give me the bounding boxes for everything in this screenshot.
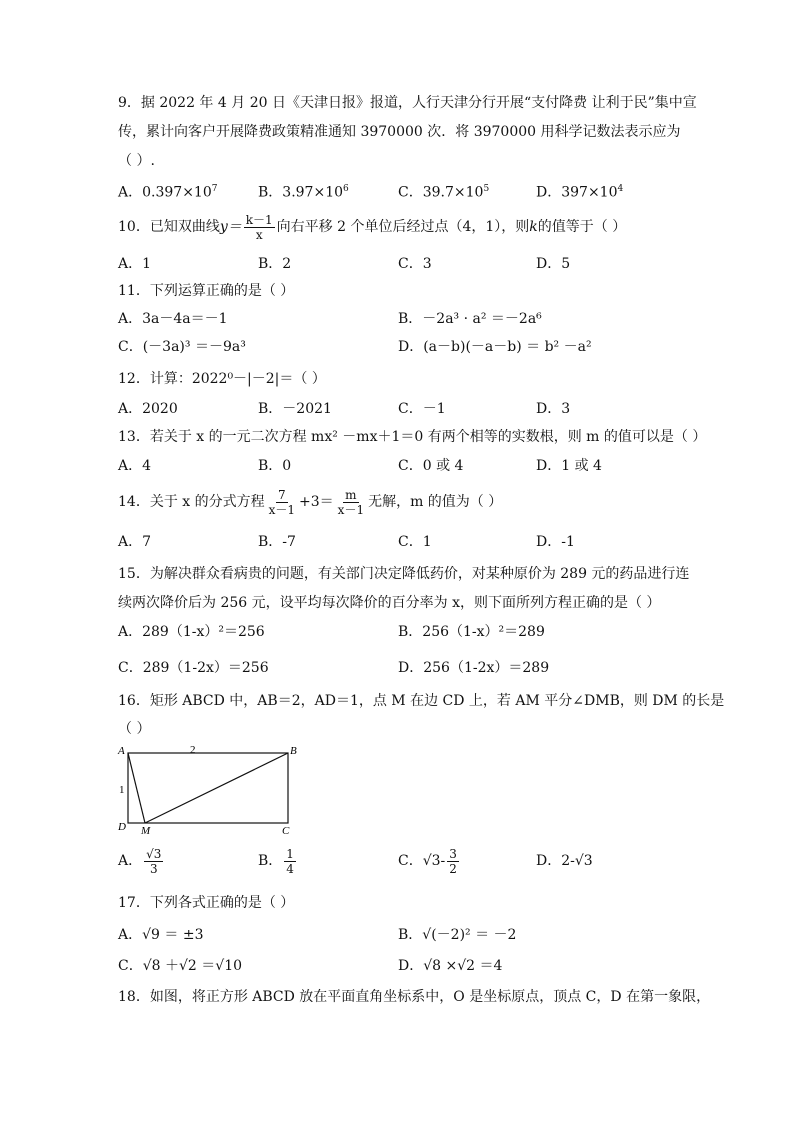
q10-option-c: C．3 xyxy=(398,256,432,272)
q13-option-b: B．0 xyxy=(258,458,292,474)
label-c: C xyxy=(282,825,290,836)
q10-option-d: D．5 xyxy=(536,256,571,272)
q9-option-d: D．$397\times 10^4$ xyxy=(536,184,624,201)
q17-stem: 17．下列各式正确的是（ ） xyxy=(118,895,295,911)
q14-option-b: B．-7 xyxy=(258,534,296,550)
q10-option-b: B．2 xyxy=(258,256,292,272)
q17-option-b: B．√(－2)² ＝ －2 xyxy=(398,927,517,943)
q15-line1: 15．为解决群众看病贵的问题，有关部门决定降低药价，对某种原价为 289 元的药品进行连 xyxy=(118,566,690,582)
q10-stem: 10．已知双曲线y＝ $\frac{k-1}{x}$ 向右平移 2 个单位后经过点（4，1），则k的值等于（ ） xyxy=(118,212,627,242)
q10-option-a: A．1 xyxy=(118,256,152,272)
segment-mb xyxy=(145,753,288,823)
q15-option-d: D．256（1-2x）＝289 xyxy=(398,660,550,676)
q12-stem: 12．计算：2022⁰－|－2|＝（ ） xyxy=(118,371,326,387)
q11-option-c: C．(－3a)³ ＝－9a³ xyxy=(118,339,246,355)
q16-option-d: D．2-√3 xyxy=(536,853,593,869)
q9-line2: 传，累计向客户开展降费政策精准通知 3970000 次．将 3970000 用科学记数法表示应为 xyxy=(118,124,681,140)
q9-line1: 9．据 2022 年 4 月 20 日《天津日报》报道，人行天津分行开展“支付降费 让利于民”集中宣 xyxy=(118,95,697,111)
q9-option-b: B．$3.97\times 10^6$ xyxy=(258,184,349,201)
q14-option-d: D．-1 xyxy=(536,534,575,550)
q11-stem: 11．下列运算正确的是（ ） xyxy=(118,283,295,299)
q16-option-a: A． $\frac{√3}{3}$ xyxy=(118,846,162,876)
label-b: B xyxy=(290,745,297,757)
q14-option-a: A．7 xyxy=(118,534,152,550)
q15-option-c: C．289（1-2x）＝256 xyxy=(118,660,269,676)
q12-option-d: D．3 xyxy=(536,401,571,417)
q12-option-a: A．2020 xyxy=(118,401,178,417)
q9-option-c: C．$39.7\times 10^5$ xyxy=(398,184,490,201)
q13-option-d: D．1 或 4 xyxy=(536,458,602,474)
q18-line1: 18．如图，将正方形 ABCD 放在平面直角坐标系中，O 是坐标原点，顶点 C，D 在第一象限， xyxy=(118,989,711,1005)
q13-option-c: C．0 或 4 xyxy=(398,458,464,474)
q15-option-b: B．256（1-x）²＝289 xyxy=(398,624,545,640)
q11-option-d: D．(a－b)(－a－b) ＝ b² －a² xyxy=(398,339,592,355)
q17-option-c: C．√8 ＋√2 ＝√10 xyxy=(118,958,243,974)
segment-am xyxy=(128,753,145,823)
q12-option-b: B．－2021 xyxy=(258,401,332,417)
label-a: A xyxy=(118,745,125,757)
q16-option-c: C．√3- $\frac{3}{2}$ xyxy=(398,846,457,876)
q10-fraction: $\frac{k-1}{x}$ xyxy=(245,212,273,242)
q16-line2: （ ） xyxy=(118,721,151,737)
q14-stem: 14．关于 x 的分式方程 $\frac{7}{x-1}$ +3＝ $\frac{m}{x-1}$ 无解，m 的值为（ ） xyxy=(118,487,503,517)
q14-fraction-1: $\frac{7}{x-1}$ xyxy=(268,487,296,517)
label-left-length: 1 xyxy=(119,784,125,796)
q11-option-b: B．－2a³ · a² ＝－2a⁶ xyxy=(398,311,542,327)
label-d: D xyxy=(118,821,126,833)
q16-rectangle-figure xyxy=(114,742,304,836)
q9-line3: （ ）. xyxy=(118,153,155,169)
rect-abcd xyxy=(128,753,288,823)
q16-line1: 16．矩形 ABCD 中，AB＝2，AD＝1，点 M 在边 CD 上，若 AM 平分∠DMB，则 DM 的长是 xyxy=(118,693,725,709)
label-top-length: 2 xyxy=(190,744,196,756)
label-m: M xyxy=(141,825,151,836)
q17-option-d: D．√8 ×√2 ＝4 xyxy=(398,958,503,974)
q17-option-a: A．√9 ＝ ±3 xyxy=(118,927,204,943)
q13-stem: 13．若关于 x 的一元二次方程 mx² －mx＋1＝0 有两个相等的实数根，则 m 的值可以是（ ） xyxy=(118,429,707,445)
q12-option-c: C．－1 xyxy=(398,401,446,417)
q16-option-b: B． $\frac{1}{4}$ xyxy=(258,846,294,876)
q14-fraction-2: $\frac{m}{x-1}$ xyxy=(337,487,365,517)
q13-option-a: A．4 xyxy=(118,458,152,474)
q11-option-a: A．3a－4a＝－1 xyxy=(118,311,228,327)
q15-line2: 续两次降价后为 256 元，设平均每次降价的百分率为 x，则下面所列方程正确的是（ ） xyxy=(118,595,661,611)
q14-option-c: C．1 xyxy=(398,534,432,550)
q15-option-a: A．289（1-x）²＝256 xyxy=(118,624,265,640)
q9-option-a: A．$0.397\times 10^7$ xyxy=(118,184,218,201)
